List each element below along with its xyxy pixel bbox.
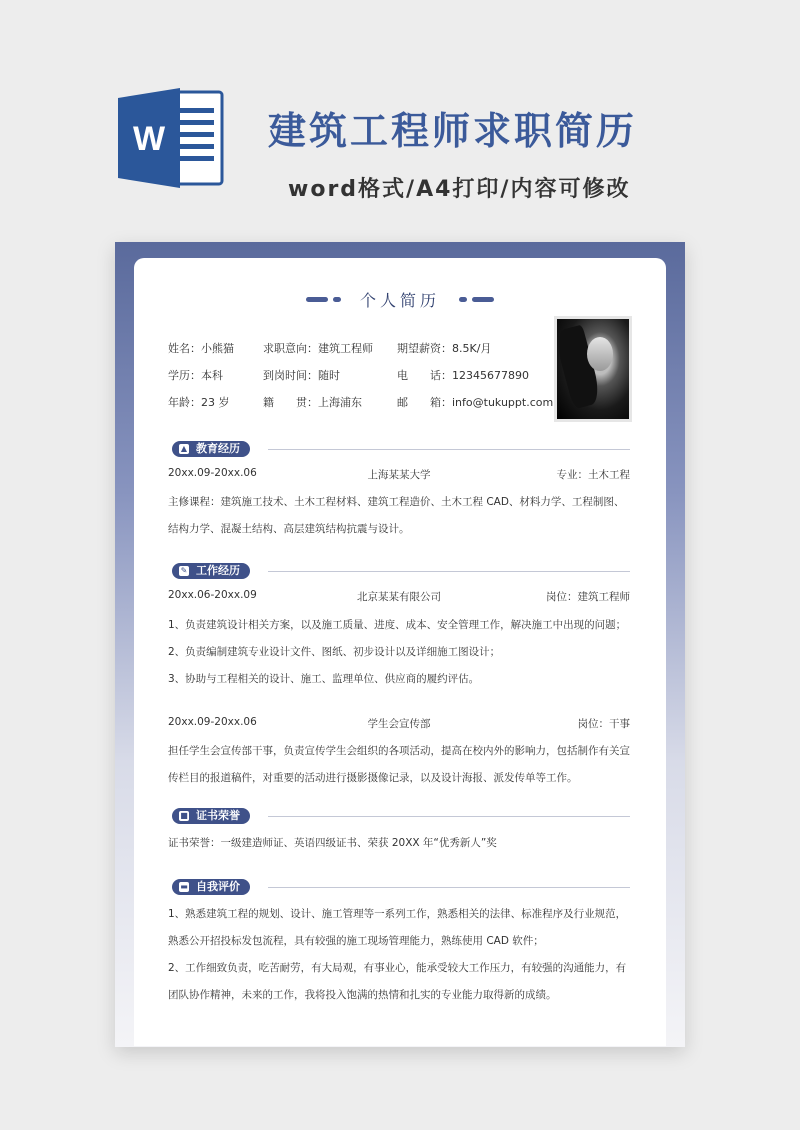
work1-company: 北京某某有限公司 <box>357 591 441 603</box>
work1-line-3: 3、协助与工程相关的设计、施工、监理单位、供应商的履约评估。 <box>168 673 480 685</box>
self-line-4: 团队协作精神，未来的工作，我将投入饱满的热情和扎实的专业能力取得新的成绩。 <box>168 989 557 1001</box>
education-icon: ▲ <box>180 444 188 453</box>
info-origin: 籍 贯：上海浦东 <box>263 396 362 409</box>
info-phone: 电 话：12345677890 <box>397 369 529 382</box>
work2-date: 20xx.09-20xx.06 <box>168 716 257 728</box>
page-title: 建筑工程师求职简历 <box>268 109 638 153</box>
info-age: 年龄：23 岁 <box>168 396 230 409</box>
info-education: 学历：本科 <box>168 369 223 382</box>
section-self-header <box>172 879 630 897</box>
self-line-2: 熟悉公开招投标发包流程，具有较强的施工现场管理能力，熟练使用 CAD 软件； <box>168 935 544 947</box>
resume-card <box>134 258 666 1046</box>
work-row-1 <box>168 589 630 601</box>
work1-line-2: 2、负责编制建筑专业设计文件、图纸、初步设计以及详细施工图设计； <box>168 646 501 658</box>
self-line-3: 2、工作细致负责，吃苦耐劳，有大局观，有事业心，能承受较大工作压力，有较强的沟通能力，有 <box>168 962 627 974</box>
work1-date: 20xx.06-20xx.09 <box>168 589 257 601</box>
section-education-header <box>172 441 630 459</box>
education-row <box>168 467 630 479</box>
word-icon-letter: W <box>132 120 166 158</box>
work2-line-1: 担任学生会宣传部干事，负责宣传学生会组织的各项活动，提高在校内外的影响力，包括制作有关宣 <box>168 745 630 757</box>
resume-heading <box>134 288 666 311</box>
work1-line-1: 1、负责建筑设计相关方案，以及施工质量、进度、成本、安全管理工作，解决施工中出现的问题； <box>168 619 627 631</box>
info-intention: 求职意向：建筑工程师 <box>263 342 373 355</box>
self-line-1: 1、熟悉建筑工程的规划、设计、施工管理等一系列工作，熟悉相关的法律、标准程序及行业规范， <box>168 908 627 920</box>
page-subtitle: word格式/A4打印/内容可修改 <box>288 177 631 202</box>
section-education-title: 教育经历 <box>196 442 240 455</box>
education-major: 专业：土木工程 <box>556 469 630 481</box>
section-certs-header <box>172 808 630 826</box>
info-name: 姓名：小熊猫 <box>168 342 234 355</box>
word-file-icon <box>118 84 226 192</box>
briefcase-icon: ✎ <box>180 566 188 575</box>
education-school: 上海某某大学 <box>367 469 431 481</box>
profile-photo <box>554 316 632 422</box>
section-self-title: 自我评价 <box>196 880 240 893</box>
work1-position: 岗位：建筑工程师 <box>546 591 630 603</box>
education-line-2: 结构力学、混凝土结构、高层建筑结构抗震与设计。 <box>168 523 410 535</box>
resume-title: 个人简历 <box>359 291 440 310</box>
work2-position: 岗位：干事 <box>577 718 630 730</box>
comment-icon: ▬ <box>180 882 188 891</box>
education-date: 20xx.09-20xx.06 <box>168 467 257 479</box>
work2-line-2: 传栏目的报道稿件，对重要的活动进行摄影摄像记录，以及设计海报、派发传单等工作。 <box>168 772 578 784</box>
info-salary: 期望薪资：8.5K/月 <box>397 342 492 355</box>
info-arrival: 到岗时间：随时 <box>263 369 340 382</box>
certificate-icon: ■ <box>180 811 188 820</box>
section-work-header <box>172 563 630 581</box>
work-row-2 <box>168 716 630 728</box>
section-certs-title: 证书荣誉 <box>196 809 240 822</box>
section-work-title: 工作经历 <box>196 564 240 577</box>
info-email: 邮 箱：info@tukuppt.com <box>397 396 554 409</box>
work2-company: 学生会宣传部 <box>367 718 431 730</box>
education-line-1: 主修课程：建筑施工技术、土木工程材料、建筑工程造价、土木工程 CAD、材料力学、工程制图、 <box>168 496 625 508</box>
certs-line: 证书荣誉：一级建造师证、英语四级证书、荣获 20XX 年“优秀新人”奖 <box>168 837 497 849</box>
